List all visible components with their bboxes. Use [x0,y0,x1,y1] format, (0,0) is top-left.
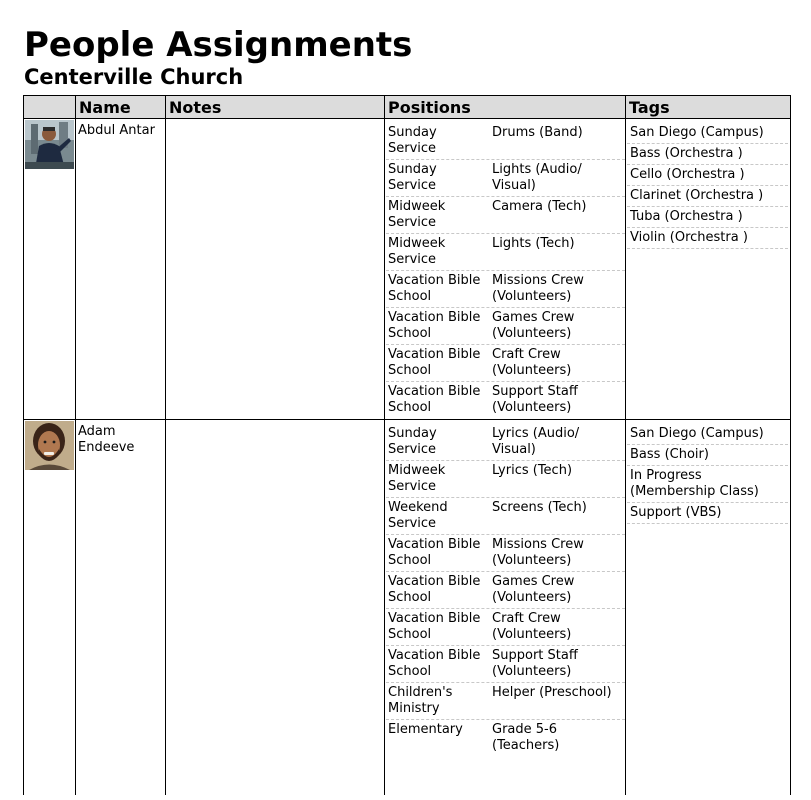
positions-list [386,424,625,757]
tag-item: Tuba (Orchestra ) [627,207,788,228]
assignments-table [23,95,791,795]
position-role: Lights (Audio/ Visual) [492,162,582,193]
table-row [24,119,790,419]
position-role: Craft Crew (Volunteers) [492,611,572,642]
position-role: Helper (Preschool) [492,685,612,700]
avatar [25,421,74,470]
tags-list [627,424,788,524]
position-item [386,646,625,683]
position-role: Missions Crew (Volunteers) [492,537,584,568]
position-item [386,197,625,234]
position-role: Games Crew (Volunteers) [492,574,575,605]
tag-item: Cello (Orchestra ) [627,165,788,186]
position-item [386,720,625,757]
position-role: Missions Crew (Volunteers) [492,273,584,304]
positions-list [386,123,625,419]
tag-item: Bass (Orchestra ) [627,144,788,165]
column-header-name: Name [79,98,131,117]
position-event: Vacation Bible School [388,574,481,605]
position-item [386,609,625,646]
position-event: Sunday Service [388,426,437,457]
position-item [386,498,625,535]
tag-item: Clarinet (Orchestra ) [627,186,788,207]
position-role: Grade 5-6 (Teachers) [492,722,560,753]
position-event: Elementary [388,722,463,737]
person-name: Adam Endeeve [78,424,135,455]
avatar [25,120,74,169]
position-item [386,461,625,498]
tag-item: Violin (Orchestra ) [627,228,788,249]
position-event: Vacation Bible School [388,611,481,642]
position-event: Children's Ministry [388,685,453,716]
position-item [386,572,625,609]
column-header-positions: Positions [388,98,471,117]
person-name: Abdul Antar [78,123,155,138]
tags-list [627,123,788,249]
position-event: Weekend Service [388,500,448,531]
position-role: Screens (Tech) [492,500,587,515]
position-item [386,234,625,271]
position-event: Vacation Bible School [388,347,481,378]
tag-item: In Progress (Membership Class) [627,466,788,503]
position-role: Lights (Tech) [492,236,575,251]
position-item [386,271,625,308]
position-event: Midweek Service [388,463,446,494]
position-item [386,382,625,419]
position-event: Vacation Bible School [388,310,481,341]
position-item [386,123,625,160]
column-header-notes: Notes [169,98,222,117]
position-event: Sunday Service [388,125,437,156]
position-event: Vacation Bible School [388,273,481,304]
tag-item: San Diego (Campus) [627,424,788,445]
position-item [386,683,625,720]
position-event: Midweek Service [388,236,446,267]
position-role: Drums (Band) [492,125,583,140]
table-row [24,420,790,800]
position-event: Vacation Bible School [388,648,481,679]
position-item [386,160,625,197]
position-role: Support Staff (Volunteers) [492,648,578,679]
position-event: Vacation Bible School [388,384,481,415]
position-role: Craft Crew (Volunteers) [492,347,572,378]
position-role: Camera (Tech) [492,199,587,214]
position-event: Sunday Service [388,162,437,193]
church-name: Centerville Church [24,65,244,89]
position-role: Support Staff (Volunteers) [492,384,578,415]
position-event: Vacation Bible School [388,537,481,568]
position-item [386,424,625,461]
position-role: Lyrics (Tech) [492,463,573,478]
position-role: Lyrics (Audio/ Visual) [492,426,580,457]
position-role: Games Crew (Volunteers) [492,310,575,341]
table-header-row [24,96,790,119]
column-header-tags: Tags [629,98,670,117]
tag-item: Bass (Choir) [627,445,788,466]
position-item [386,308,625,345]
position-event: Midweek Service [388,199,446,230]
tag-item: San Diego (Campus) [627,123,788,144]
position-item [386,535,625,572]
tag-item: Support (VBS) [627,503,788,524]
position-item [386,345,625,382]
page-title: People Assignments [24,25,413,65]
